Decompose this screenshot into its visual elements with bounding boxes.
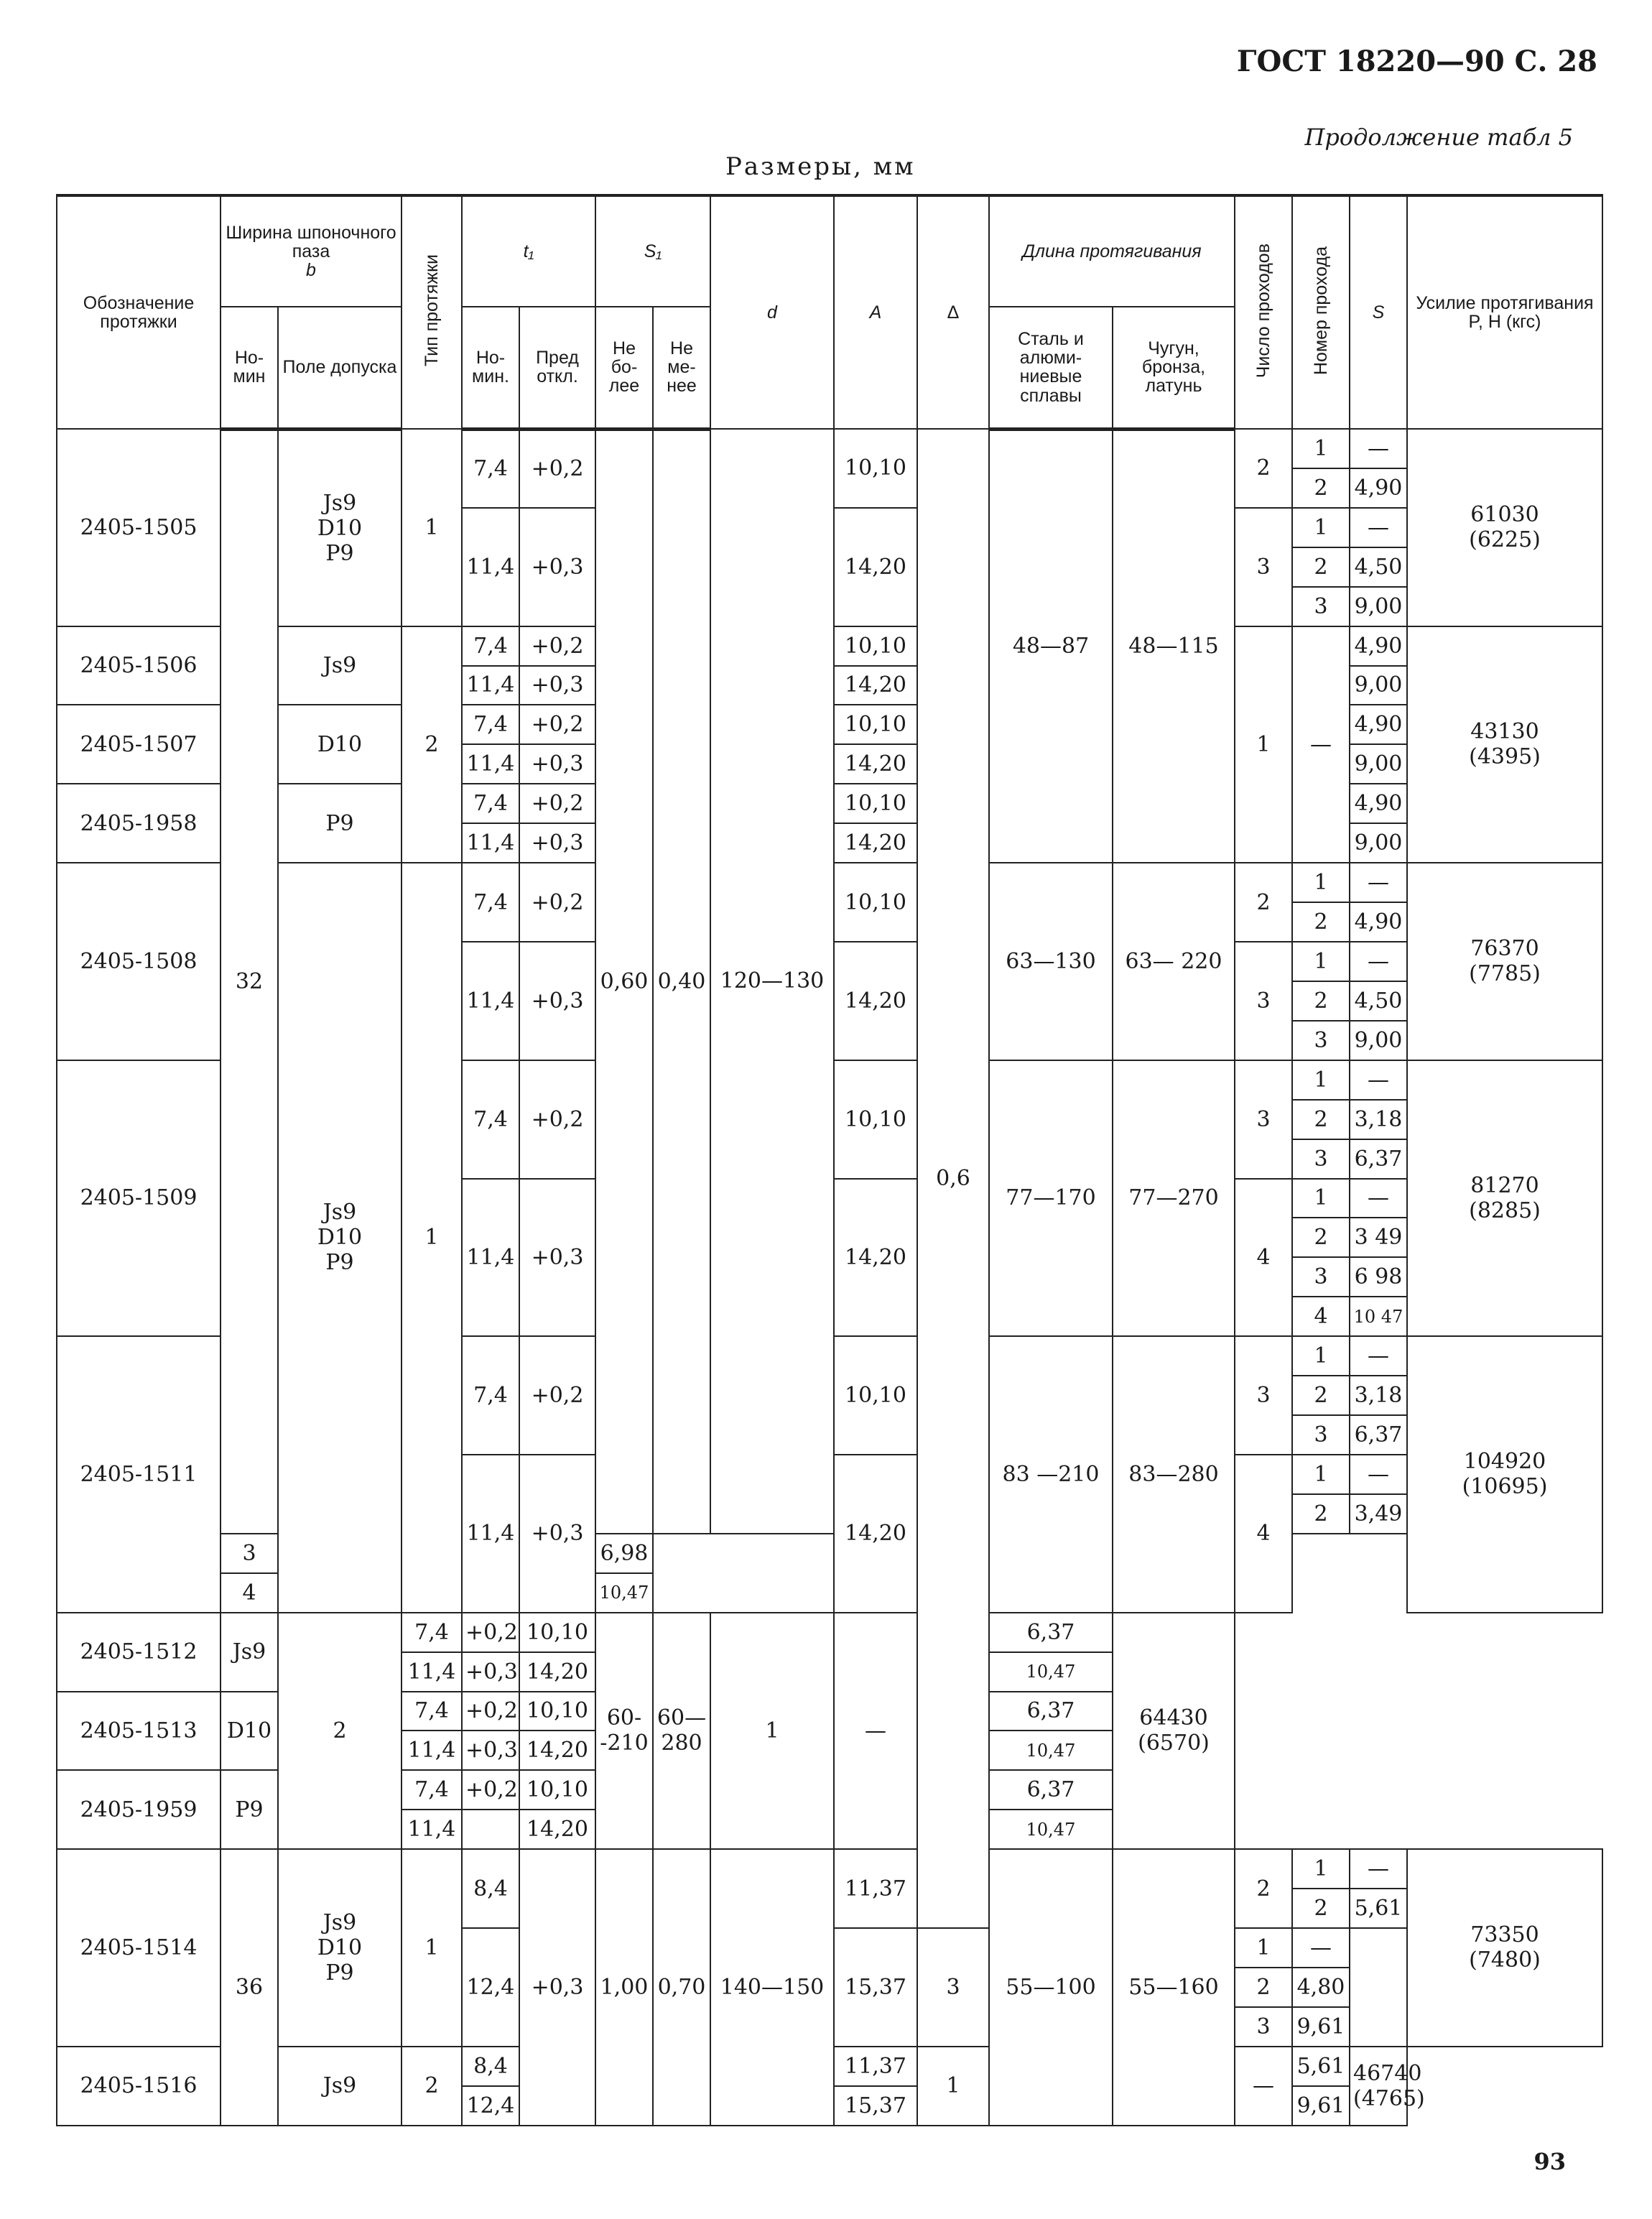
- pass-number-cell: 1: [1235, 1928, 1292, 1968]
- pass-number-cell: 2: [1292, 1100, 1350, 1139]
- tolerance-cell: D10: [221, 1692, 278, 1771]
- header-length-steel: Сталь и алюми-ниевые сплавы: [989, 307, 1113, 429]
- deviation-cell: +0,2: [519, 705, 595, 744]
- pass-number-cell: 3: [1235, 2007, 1292, 2047]
- pass-number-cell: 3: [221, 1534, 278, 1573]
- a-cell: 10,10: [834, 705, 917, 744]
- s-cell: 9,00: [1350, 1021, 1407, 1060]
- designation-cell: 2405-1514: [57, 1849, 221, 2047]
- t1-cell: 7,4: [462, 429, 519, 508]
- a-cell: 14,20: [834, 744, 917, 784]
- s-cell: —: [1292, 1928, 1350, 1968]
- designation-cell: 2405-1506: [57, 626, 221, 705]
- header-a: A: [834, 195, 917, 429]
- deviation-cell: +0,3: [519, 1849, 595, 2126]
- t1-cell: 11,4: [462, 1455, 519, 1613]
- passes-cell: 1: [710, 1613, 834, 1850]
- header-passes: Число проходов: [1235, 195, 1292, 429]
- designation-cell: 2405-1507: [57, 705, 221, 784]
- passes-cell: 3: [1235, 942, 1292, 1060]
- broach-dimensions-table: [56, 194, 1603, 2126]
- table-row: [57, 1849, 1602, 1889]
- pass-number-cell: 1: [1292, 1179, 1350, 1218]
- deviation-cell: +0,3: [519, 1455, 595, 1613]
- s-cell: —: [1350, 1849, 1407, 1889]
- s-cell: 4,90: [1350, 902, 1407, 942]
- tolerance-cell: Js9: [221, 1613, 278, 1692]
- s-cell: 10,47: [989, 1652, 1113, 1692]
- pass-number-cell: 1: [1292, 863, 1350, 902]
- tolerance-cell: Js9 D10 P9: [278, 429, 402, 626]
- pass-number-cell: 2: [1292, 468, 1350, 508]
- s-cell: 9,00: [1350, 823, 1407, 863]
- a-cell: 11,37: [834, 2047, 917, 2086]
- pass-number-cell: 3: [1292, 1139, 1350, 1179]
- type-cell: 1: [402, 429, 462, 626]
- pass-number-cell: 2: [1292, 547, 1350, 587]
- pass-number-cell: 2: [1292, 1494, 1350, 1534]
- s-cell: 4,90: [1350, 468, 1407, 508]
- tolerance-cell: P9: [221, 1770, 278, 1849]
- a-cell: 14,20: [834, 1179, 917, 1337]
- s-cell: —: [1350, 1336, 1407, 1376]
- pass-number-cell: 1: [1292, 1060, 1350, 1100]
- passes-cell: 2: [1235, 1849, 1292, 1928]
- s-cell: —: [1350, 1060, 1407, 1100]
- pass-number-cell: 1: [1292, 1455, 1350, 1494]
- deviation-cell: +0,3: [519, 744, 595, 784]
- header-designation: Обозначение протяжки: [57, 195, 221, 429]
- pass-number-cell: 4: [221, 1573, 278, 1613]
- deviation-cell: +0,2: [519, 1336, 595, 1455]
- length-iron-cell: 63— 220: [1113, 863, 1235, 1060]
- a-cell: 14,20: [834, 942, 917, 1060]
- s-cell: 4,50: [1350, 547, 1407, 587]
- t1-cell: 11,4: [462, 942, 519, 1060]
- pass-number-cell: —: [1292, 626, 1350, 863]
- force-cell: 46740 (4765): [1350, 2047, 1407, 2126]
- a-cell: 14,20: [834, 508, 917, 626]
- s1-min-cell: 0,40: [653, 429, 710, 1534]
- s-cell: 3,18: [1350, 1376, 1407, 1415]
- s-cell: 6,37: [989, 1613, 1113, 1652]
- a-cell: 11,37: [834, 1849, 917, 1928]
- deviation-cell: +0,2: [519, 429, 595, 508]
- s-cell: 9,61: [1292, 2007, 1350, 2047]
- s-cell: —: [1350, 1455, 1407, 1494]
- designation-cell: 2405-1959: [57, 1770, 221, 1849]
- s-cell: 4,90: [1350, 705, 1407, 744]
- pass-number-cell: 1: [1292, 429, 1350, 468]
- a-cell: 10,10: [834, 429, 917, 508]
- t1-cell: 7,4: [402, 1770, 462, 1810]
- designation-cell: 2405-1512: [57, 1613, 221, 1692]
- passes-cell: 4: [1235, 1179, 1292, 1337]
- a-cell: 10,10: [519, 1613, 595, 1652]
- t1-cell: 11,4: [402, 1731, 462, 1770]
- header-length: Длина протягивания: [989, 195, 1235, 307]
- header-key-width-label: Ширина шпоночного паза: [226, 222, 396, 261]
- tolerance-cell: Js9 D10 P9: [278, 1849, 402, 2047]
- table-row: [57, 429, 1602, 468]
- s-cell: 9,61: [1292, 2086, 1350, 2126]
- passes-cell: 2: [1235, 429, 1292, 508]
- s-cell: 6 98: [1350, 1257, 1407, 1297]
- length-steel-cell: 77—170: [989, 1060, 1113, 1336]
- designation-cell: 2405-1508: [57, 863, 221, 1060]
- length-iron-cell: 60—280: [653, 1613, 710, 1850]
- t1-cell: 8,4: [462, 1849, 519, 1928]
- d-cell: 120—130: [710, 429, 834, 1534]
- s-cell: 10,47: [989, 1731, 1113, 1770]
- force-cell: 73350 (7480): [1407, 1849, 1602, 2047]
- force-cell: 104920 (10695): [1407, 1336, 1602, 1612]
- deviation-cell: +0,2: [462, 1613, 519, 1652]
- b-nominal-cell: 36: [221, 1849, 278, 2126]
- a-cell: 14,20: [834, 823, 917, 863]
- length-iron-cell: 83—280: [1113, 1336, 1235, 1612]
- s-cell: 6,98: [595, 1534, 653, 1573]
- header-t1-deviation: Пред откл.: [519, 307, 595, 429]
- force-cell: 76370 (7785): [1407, 863, 1602, 1060]
- header-b-nominal: Но-мин: [221, 307, 278, 429]
- length-iron-cell: 48—115: [1113, 429, 1235, 863]
- type-cell: 1: [402, 1849, 462, 2047]
- header-length-iron: Чугун, бронза, латунь: [1113, 307, 1235, 429]
- deviation-cell: +0,3: [519, 666, 595, 705]
- t1-cell: 11,4: [462, 666, 519, 705]
- designation-cell: 2405-1511: [57, 1336, 221, 1612]
- s-cell: 3,18: [1350, 1100, 1407, 1139]
- header-s: S: [1350, 195, 1407, 429]
- s-cell: 9,00: [1350, 666, 1407, 705]
- page-number: 93: [1533, 2148, 1566, 2175]
- designation-cell: 2405-1516: [57, 2047, 221, 2126]
- deviation-cell: +0,3: [519, 823, 595, 863]
- t1-cell: 7,4: [402, 1613, 462, 1652]
- pass-number-cell: 3: [1292, 587, 1350, 626]
- s-cell: —: [1350, 1179, 1407, 1218]
- t1-cell: 7,4: [462, 1336, 519, 1455]
- designation-cell: 2405-1513: [57, 1692, 221, 1771]
- designation-cell: 2405-1509: [57, 1060, 221, 1336]
- s-cell: —: [1350, 508, 1407, 547]
- pass-number-cell: 2: [1292, 981, 1350, 1021]
- header-type: Тип протяжки: [402, 195, 462, 429]
- s-cell: 9,00: [1350, 587, 1407, 626]
- a-cell: 15,37: [834, 2086, 917, 2126]
- passes-cell: 3: [1235, 1336, 1292, 1455]
- pass-number-cell: 1: [1292, 942, 1350, 981]
- a-cell: 10,10: [834, 863, 917, 942]
- s-cell: 3,49: [1350, 1494, 1407, 1534]
- designation-cell: 2405-1958: [57, 784, 221, 863]
- s-cell: 10 47: [1350, 1297, 1407, 1336]
- header-tolerance-field: Поле допуска: [278, 307, 402, 429]
- t1-cell: 7,4: [462, 1060, 519, 1179]
- tolerance-cell: P9: [278, 784, 402, 863]
- t1-cell: 7,4: [462, 784, 519, 823]
- header-pass-number: Номер прохода: [1292, 195, 1350, 429]
- pass-number-cell: 2: [1292, 1889, 1350, 1928]
- length-iron-cell: 55—160: [1113, 1849, 1235, 2126]
- deviation-cell: +0,2: [519, 863, 595, 942]
- s-cell: 6,37: [1350, 1415, 1407, 1455]
- t1-cell: 11,4: [462, 1179, 519, 1337]
- pass-number-cell: 2: [1292, 1376, 1350, 1415]
- delta-cell: 0,6: [917, 429, 989, 1928]
- pass-number-cell: 1: [1292, 1336, 1350, 1376]
- length-steel-cell: 83 —210: [989, 1336, 1113, 1612]
- t1-cell: 11,4: [462, 823, 519, 863]
- a-cell: 10,10: [834, 1060, 917, 1179]
- s-cell: 5,61: [1292, 2047, 1350, 2086]
- deviation-cell: +0,3: [519, 1179, 595, 1337]
- header-t1: t₁: [462, 195, 595, 307]
- header-delta: Δ: [917, 195, 989, 429]
- pass-number-cell: 2: [1292, 1218, 1350, 1257]
- a-cell: 10,10: [834, 784, 917, 823]
- passes-cell: 3: [1235, 1060, 1292, 1179]
- s-cell: 6,37: [1350, 1139, 1407, 1179]
- d-cell: 140—150: [710, 1849, 834, 2126]
- a-cell: 15,37: [834, 1928, 917, 2047]
- a-cell: 14,20: [519, 1731, 595, 1770]
- s1-min-cell: 0,70: [653, 1849, 710, 2126]
- pass-number-cell: 3: [1292, 1021, 1350, 1060]
- a-cell: 10,10: [834, 626, 917, 666]
- deviation-cell: +0,2: [519, 626, 595, 666]
- header-force: Усилие протягивания P, H (кгс): [1407, 195, 1602, 429]
- a-cell: 14,20: [834, 666, 917, 705]
- header-key-width: [221, 195, 402, 307]
- type-cell: 2: [402, 2047, 462, 2126]
- tolerance-cell: Js9 D10 P9: [278, 863, 402, 1613]
- t1-cell: 11,4: [462, 744, 519, 784]
- passes-cell: 2: [1235, 863, 1292, 942]
- pass-number-cell: 1: [1292, 508, 1350, 547]
- deviation-cell: +0,3: [519, 942, 595, 1060]
- header-s1-max: Не бо-лее: [595, 307, 653, 429]
- table-row: [57, 1613, 1602, 1652]
- s-cell: 10,47: [595, 1573, 653, 1613]
- tolerance-cell: Js9: [278, 2047, 402, 2126]
- deviation-cell: +0,2: [462, 1770, 519, 1810]
- pass-number-cell: 2: [1292, 902, 1350, 942]
- b-nominal-cell: 32: [221, 429, 278, 1534]
- s-cell: 4,80: [1292, 1968, 1350, 2007]
- tolerance-cell: D10: [278, 705, 402, 784]
- header-t1-nominal: Но-мин.: [462, 307, 519, 429]
- deviation-cell: +0,2: [519, 784, 595, 823]
- length-steel-cell: 63—130: [989, 863, 1113, 1060]
- a-cell: 14,20: [519, 1652, 595, 1692]
- s-cell: 9,00: [1350, 744, 1407, 784]
- force-cell: 61030 (6225): [1407, 429, 1602, 626]
- t1-cell: 7,4: [462, 626, 519, 666]
- length-steel-cell: 48—87: [989, 429, 1113, 863]
- type-cell: 2: [278, 1613, 402, 1850]
- s1-max-cell: 1,00: [595, 1849, 653, 2126]
- length-steel-cell: 55—100: [989, 1849, 1113, 2126]
- t1-cell: 7,4: [462, 863, 519, 942]
- t1-cell: 7,4: [402, 1692, 462, 1731]
- a-cell: 14,20: [834, 1455, 917, 1613]
- s-cell: 3 49: [1350, 1218, 1407, 1257]
- force-cell: 43130 (4395): [1407, 626, 1602, 863]
- force-cell: 64430 (6570): [1113, 1613, 1235, 1850]
- length-iron-cell: 77—270: [1113, 1060, 1235, 1336]
- force-cell: 81270 (8285): [1407, 1060, 1602, 1336]
- header-d: d: [710, 195, 834, 429]
- s-cell: —: [1350, 863, 1407, 902]
- deviation-cell: +0,3: [519, 508, 595, 626]
- units-caption: Размеры, мм: [725, 152, 916, 181]
- deviation-cell: [462, 1810, 519, 1849]
- passes-cell: 3: [917, 1928, 989, 2047]
- deviation-cell: +0,2: [519, 1060, 595, 1179]
- s-cell: 4,90: [1350, 784, 1407, 823]
- s-cell: 10,47: [989, 1810, 1113, 1849]
- deviation-cell: +0,3: [462, 1652, 519, 1692]
- header-s1: S₁: [595, 195, 710, 307]
- pass-number-cell: 3: [1292, 1415, 1350, 1455]
- s-cell: 4,50: [1350, 981, 1407, 1021]
- s-cell: 4,90: [1350, 626, 1407, 666]
- pass-number-cell: 1: [1292, 1849, 1350, 1889]
- designation-cell: 2405-1505: [57, 429, 221, 626]
- t1-cell: 11,4: [402, 1652, 462, 1692]
- type-cell: 1: [402, 863, 462, 1613]
- s-cell: —: [1350, 429, 1407, 468]
- t1-cell: 11,4: [462, 508, 519, 626]
- tolerance-cell: Js9: [278, 626, 402, 705]
- a-cell: 10,10: [519, 1770, 595, 1810]
- header-s1-min: Не ме-нее: [653, 307, 710, 429]
- t1-cell: 12,4: [462, 1928, 519, 2047]
- t1-cell: 7,4: [462, 705, 519, 744]
- length-steel-cell: 60--210: [595, 1613, 653, 1850]
- pass-number-cell: 4: [1292, 1297, 1350, 1336]
- a-cell: 10,10: [834, 1336, 917, 1455]
- t1-cell: 8,4: [462, 2047, 519, 2086]
- t1-cell: 11,4: [402, 1810, 462, 1849]
- t1-cell: 12,4: [462, 2086, 519, 2126]
- pass-number-cell: —: [834, 1613, 917, 1850]
- pass-number-cell: 2: [1235, 1968, 1292, 2007]
- passes-cell: 1: [917, 2047, 989, 2126]
- pass-number-cell: 3: [1292, 1257, 1350, 1297]
- s-cell: 6,37: [989, 1770, 1113, 1810]
- table-continuation-note: Продолжение табл 5: [1304, 124, 1573, 151]
- passes-cell: 3: [1235, 508, 1292, 626]
- deviation-cell: +0,3: [462, 1731, 519, 1770]
- a-cell: 10,10: [519, 1692, 595, 1731]
- a-cell: 14,20: [519, 1810, 595, 1849]
- type-cell: 2: [402, 626, 462, 863]
- passes-cell: 4: [1235, 1455, 1292, 1613]
- page-header: ГОСТ 18220—90 С. 28: [1236, 45, 1597, 78]
- pass-number-cell: —: [1235, 2047, 1292, 2126]
- deviation-cell: +0,2: [462, 1692, 519, 1731]
- s1-max-cell: 0,60: [595, 429, 653, 1534]
- s-cell: 6,37: [989, 1692, 1113, 1731]
- passes-cell: 1: [1235, 626, 1292, 863]
- header-key-width-symbol: b: [306, 260, 316, 281]
- s-cell: 5,61: [1350, 1889, 1407, 1928]
- s-cell: —: [1350, 942, 1407, 981]
